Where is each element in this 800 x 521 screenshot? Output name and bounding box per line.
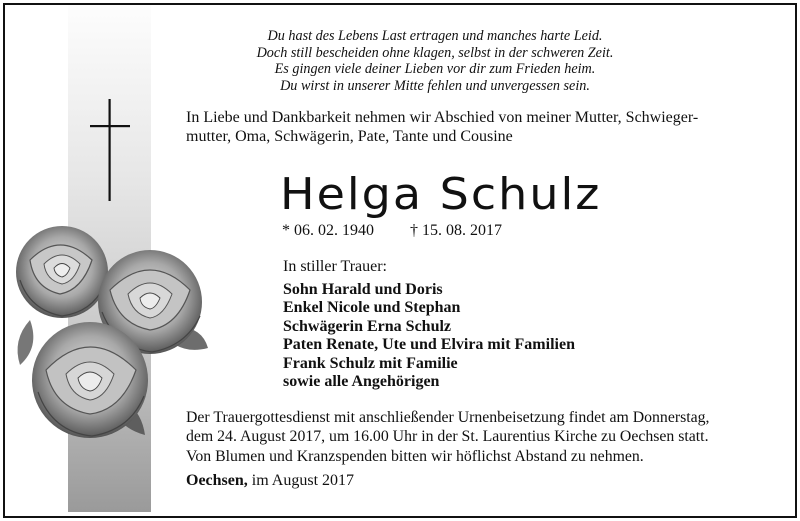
life-dates	[282, 222, 502, 240]
poem-line: Du wirst in unserer Mitte fehlen und unvergessen sein.	[280, 77, 590, 94]
farewell-intro	[186, 108, 776, 146]
poem-line: Doch still bescheiden ohne klagen, selbst in der schweren Zeit.	[256, 44, 614, 61]
service-info	[186, 408, 786, 446]
place-and-date	[186, 472, 354, 490]
mourner-item: Sohn Harald und Doris	[283, 281, 443, 298]
mourning-label: In stiller Trauer:	[283, 258, 387, 275]
service-line: Der Trauergottesdienst mit anschließender Urnenbeisetzung findet am Donnerstag,	[186, 409, 710, 426]
intro-line: mutter, Oma, Schwägerin, Pate, Tante und Cousine	[186, 128, 513, 145]
mourner-item: Schwägerin Erna Schulz	[283, 317, 452, 335]
mourner-item: Frank Schulz mit Familie	[283, 354, 458, 372]
deceased-name: Helga Schulz	[280, 168, 602, 220]
memorial-poem	[195, 28, 675, 94]
death-date: † 15. 08. 2017	[410, 222, 502, 239]
intro-line: In Liebe und Dankbarkeit nehmen wir Abschied von meiner Mutter, Schwieger-	[186, 109, 699, 126]
service-line: dem 24. August 2017, um 16.00 Uhr in der St. Laurentius Kirche zu Oechsen statt.	[186, 428, 709, 445]
mourner-item: sowie alle Angehörigen	[283, 373, 440, 391]
cross-icon	[90, 99, 130, 201]
mourner-item: Enkel Nicole und Stephan	[283, 299, 461, 317]
roses-illustration	[10, 220, 210, 448]
place-date: im August 2017	[251, 472, 355, 489]
place-town: Oechsen,	[186, 472, 248, 489]
mourners-list	[283, 281, 575, 391]
mourner-item: Paten Renate, Ute und Elvira mit Familien	[283, 336, 575, 354]
flowers-note: Von Blumen und Kranzspenden bitten wir höflichst Abstand zu nehmen.	[186, 448, 644, 465]
birth-date: * 06. 02. 1940	[282, 222, 374, 239]
poem-line: Du hast des Lebens Last ertragen und manches harte Leid.	[267, 28, 603, 44]
poem-line: Es gingen viele deiner Lieben vor dir zum Frieden heim.	[274, 61, 596, 78]
